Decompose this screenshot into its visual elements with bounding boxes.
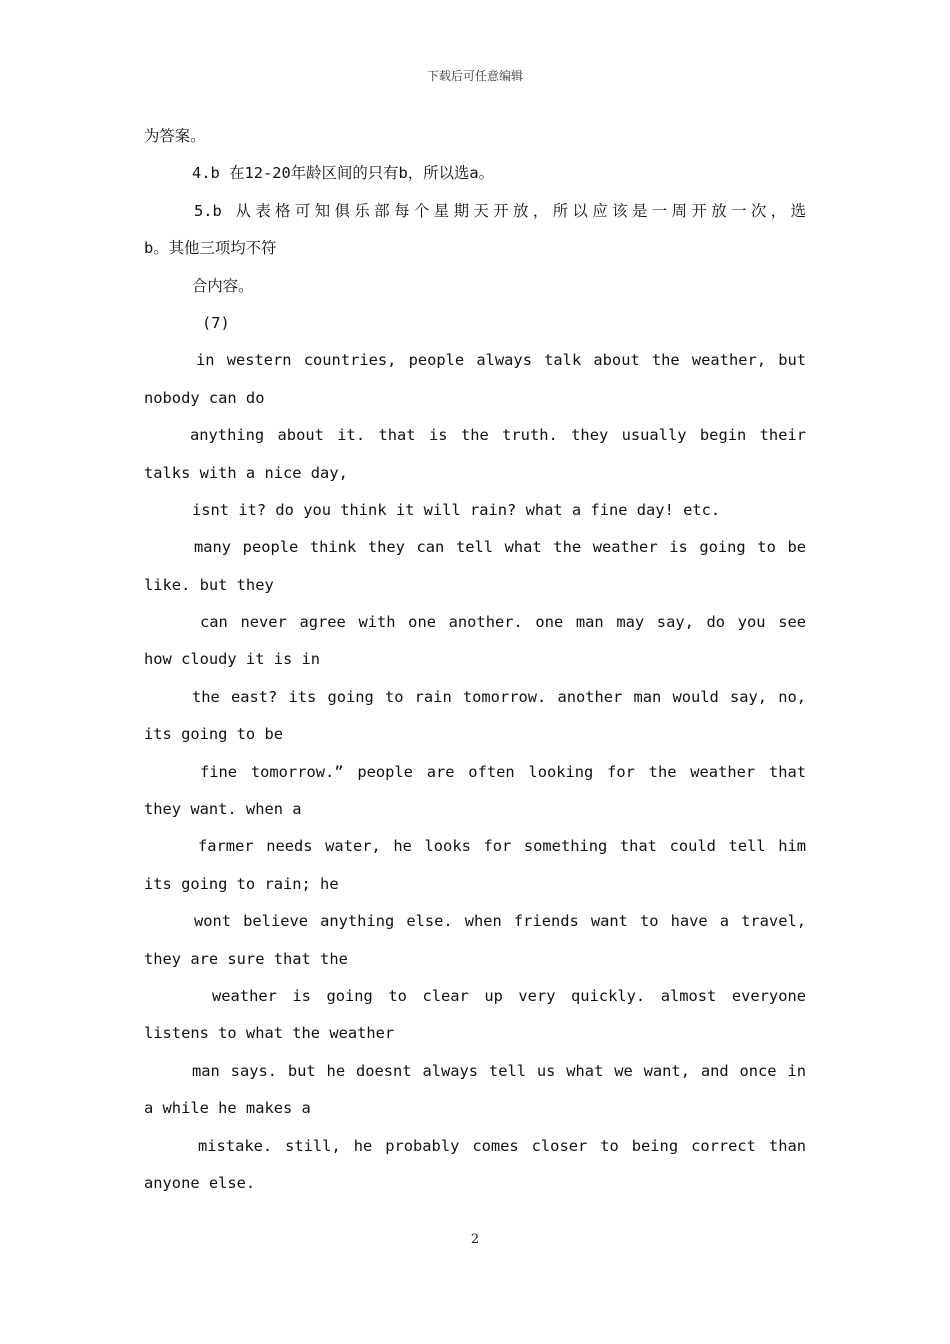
text-line: mistake. still, he probably comes closer to being correct than: [198, 1136, 806, 1155]
page-header: 下载后可任意编辑: [426, 69, 523, 83]
text-line: talks with a nice day,: [144, 463, 348, 482]
text-line: they want. when a: [144, 800, 302, 819]
text-line: 5.b 从表格可知俱乐部每个星期天开放，所以应该是一周开放一次，选: [194, 201, 806, 220]
text-line: anyone else.: [144, 1173, 256, 1192]
text-line: 4.b 在12-20年龄区间的只有b，所以选a。: [192, 164, 495, 183]
text-line: weather is going to clear up very quickly. almost everyone: [212, 986, 806, 1005]
text-line: anything about it. that is the truth. they usually begin their: [190, 426, 806, 445]
text-line: farmer needs water, he looks for something that could tell him: [198, 837, 806, 856]
text-line: nobody can do: [144, 388, 265, 407]
text-line: 为答案。: [144, 127, 206, 145]
text-line: man says. but he doesnt always tell us what we want, and once in: [192, 1061, 806, 1080]
text-line: its going to rain; he: [144, 874, 339, 893]
text-line: a while he makes a: [144, 1099, 311, 1118]
text-line: they are sure that the: [144, 949, 348, 968]
text-line: fine tomorrow.” people are often looking for the weather that: [200, 762, 806, 781]
text-line: the east? its going to rain tomorrow. another man would say, no,: [192, 687, 806, 706]
text-line: can never agree with one another. one man may say, do you see: [200, 613, 806, 632]
text-line: in western countries, people always talk about the weather, but: [196, 351, 806, 370]
text-line: 合内容。: [192, 276, 254, 295]
text-line: how cloudy it is in: [144, 650, 321, 669]
text-line: b。其他三项均不符: [144, 239, 277, 258]
text-line: like. but they: [144, 575, 274, 594]
text-line: (7): [202, 313, 230, 332]
text-line: its going to be: [144, 725, 283, 744]
text-line: many people think they can tell what the weather is going to be: [194, 538, 806, 557]
text-line: isnt it? do you think it will rain? what a fine day! etc.: [192, 500, 721, 519]
page-number: 2: [470, 1232, 480, 1247]
text-line: wont believe anything else. when friends want to have a travel,: [194, 912, 806, 931]
body-text: [144, 118, 806, 1202]
text-line: listens to what the weather: [144, 1024, 395, 1043]
